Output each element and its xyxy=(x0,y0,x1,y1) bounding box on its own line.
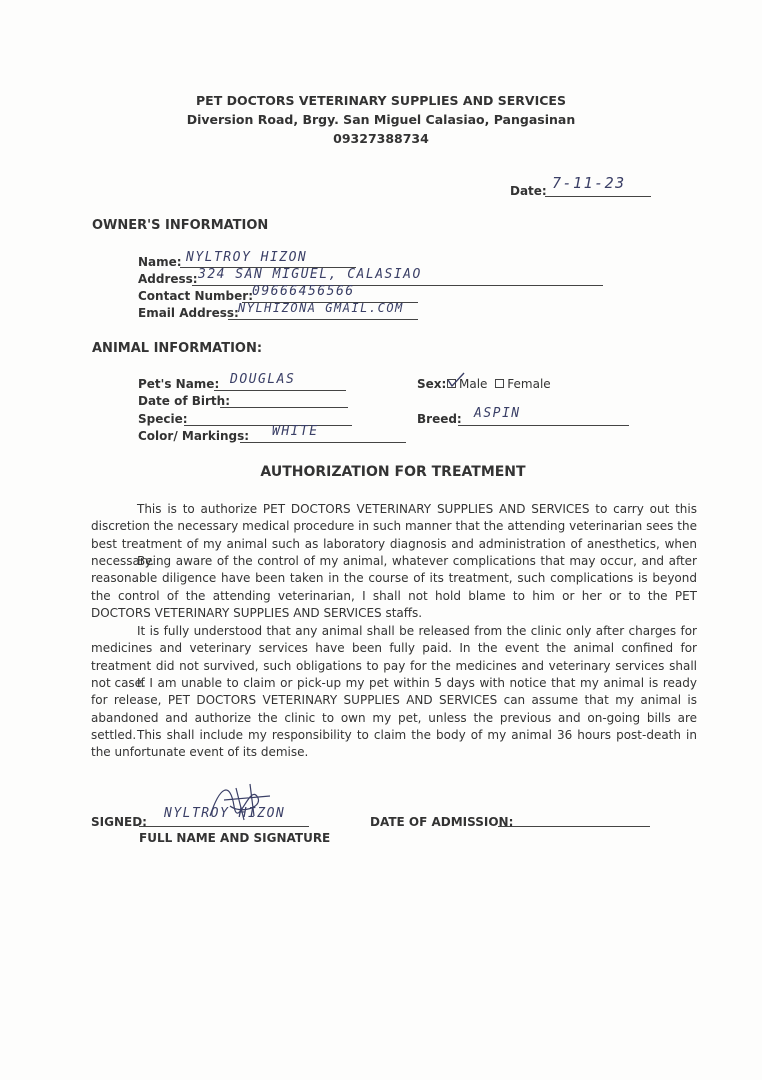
authorization-paragraph: Being aware of the control of my animal, whatever complications that may occur, and after reasonable diligence have been taken in the course of its treatment, such complications is beyond the control of the attending veterinarian, I shall not hold blame to him or her or to the PET DOCTORS VETERINARY SUPPLIES AND SERVICES staffs. xyxy=(91,554,697,620)
specie-line xyxy=(184,425,352,426)
sex-male-check-icon xyxy=(446,370,466,390)
owner-contact-value: 09666456566 xyxy=(252,284,355,299)
specie-label: Specie: xyxy=(138,412,188,426)
signature-line xyxy=(139,826,309,827)
authorization-paragraph: If I am unable to claim or pick-up my pet within 5 days with notice that my animal is ready for release, PET DOCTORS VETERINARY SUPPLIES AND SERVICES can assume that my animal is abandoned and authorize the clinic to own my pet, unless the previous and on-going bills are settled. xyxy=(91,676,697,742)
authorization-paragraph: It is fully understood that any animal shall be released from the clinic only after charges for medicines and veterinary services have been fully paid. In the event the animal confined for treatment did not survived, such obligations to pay for the medicines and veterinary services shall not case. xyxy=(91,624,697,690)
owner-email-value: NYLHIZONA GMAIL.COM xyxy=(238,301,404,315)
sex-label: Sex: xyxy=(417,377,447,391)
pet-name-value: DOUGLAS xyxy=(230,372,296,387)
authorization-title: AUTHORIZATION FOR TREATMENT xyxy=(260,464,526,480)
pet-name-line xyxy=(214,390,346,391)
breed-value: ASPIN xyxy=(474,406,521,421)
owner-section-title: OWNER'S INFORMATION xyxy=(92,218,269,233)
sex-female-checkbox[interactable] xyxy=(495,379,504,388)
dob-label: Date of Birth: xyxy=(138,394,231,408)
pet-name-label: Pet's Name: xyxy=(138,377,220,391)
date-value: 7-11-23 xyxy=(552,174,626,192)
owner-name-label: Name: xyxy=(138,255,182,269)
admission-line xyxy=(498,826,650,827)
date-line xyxy=(545,196,651,197)
admission-label: DATE OF ADMISSION: xyxy=(370,815,514,829)
date-label: Date: xyxy=(510,184,547,198)
clinic-address: Diversion Road, Brgy. San Miguel Calasiao, Pangasinan xyxy=(186,112,576,127)
owner-email-label: Email Address: xyxy=(138,306,239,320)
dob-line xyxy=(220,407,348,408)
owner-address-value: 324 SAN MIGUEL, CALASIAO xyxy=(198,267,422,282)
owner-email-line xyxy=(228,319,418,320)
authorization-paragraph: This is to authorize PET DOCTORS VETERINARY SUPPLIES AND SERVICES to carry out this discretion the necessary medical procedure in such manner that the attending veterinarian sees the best treatment of my animal such as laboratory diagnosis and administration of anesthetics, when necessary. xyxy=(91,502,697,568)
authorization-paragraph: This shall include my responsibility to claim the body of my animal 36 hours post-death in the unfortunate event of its demise. xyxy=(91,728,697,760)
signature-caption: FULL NAME AND SIGNATURE xyxy=(139,831,331,845)
clinic-phone: 09327388734 xyxy=(333,131,429,146)
breed-label: Breed: xyxy=(417,412,462,426)
animal-section-title: ANIMAL INFORMATION: xyxy=(92,341,263,356)
sex-male-label: Male xyxy=(459,377,488,391)
color-line xyxy=(240,442,406,443)
signed-name-value: NYLTROY HIZON xyxy=(164,806,286,821)
color-value: WHITE xyxy=(272,424,319,439)
signature-scribble-icon xyxy=(200,776,280,826)
sex-female-label: Female xyxy=(507,377,551,391)
owner-name-value: NYLTROY HIZON xyxy=(186,250,308,265)
breed-line xyxy=(458,425,629,426)
color-label: Color/ Markings: xyxy=(138,429,250,443)
signed-label: SIGNED: xyxy=(91,815,147,829)
owner-contact-label: Contact Number: xyxy=(138,289,253,303)
owner-address-label: Address: xyxy=(138,272,198,286)
clinic-name: PET DOCTORS VETERINARY SUPPLIES AND SERVICES xyxy=(196,93,566,108)
